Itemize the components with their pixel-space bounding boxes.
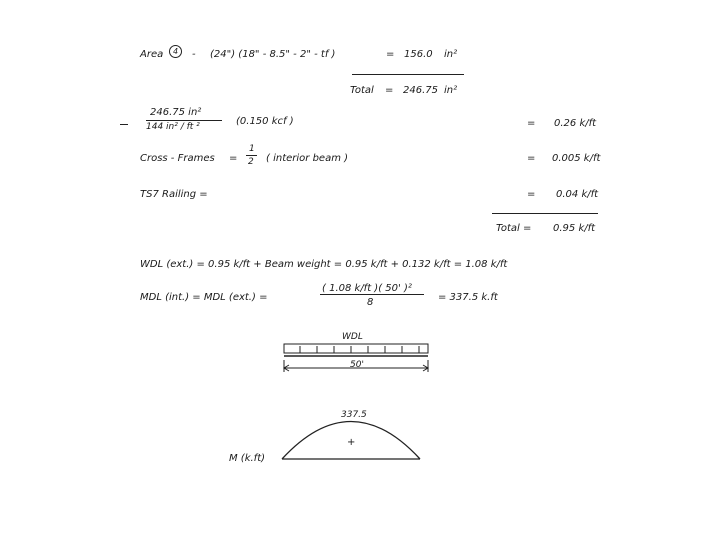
area-value: 156.0 bbox=[404, 49, 433, 60]
wdl-equation: WDL (ext.) = 0.95 k/ft + Beam weight = 0.95 k/ft + 0.132 k/ft = 1.08 k/ft bbox=[140, 259, 508, 270]
area-unit: in² bbox=[444, 49, 458, 60]
distributed-load-block bbox=[284, 344, 428, 353]
cross-frames-label: Cross - Frames bbox=[140, 153, 215, 164]
area-total-label: Total bbox=[350, 85, 374, 96]
area-expression: (24") (18" - 8.5" - 2" - tf ) bbox=[210, 49, 336, 60]
area-total-unit: in² bbox=[444, 85, 458, 96]
item-number-circle: 4 bbox=[169, 45, 182, 58]
cross-frames-den: 2 bbox=[248, 157, 254, 167]
mdl-lhs: MDL (int.) = MDL (ext.) = bbox=[140, 292, 268, 303]
weight-value: 0.26 k/ft bbox=[554, 118, 597, 129]
span-label: 50' bbox=[350, 360, 364, 370]
railing-eq: = bbox=[527, 189, 536, 200]
area-total-eq: = bbox=[385, 85, 394, 96]
moment-axis-label: M (k.ft) bbox=[229, 453, 266, 464]
mdl-result: = 337.5 k.ft bbox=[438, 292, 498, 303]
weight-numerator: 246.75 in² bbox=[150, 107, 202, 118]
cross-frames-eq1: = bbox=[229, 153, 238, 164]
concrete-density: (0.150 kcf ) bbox=[236, 116, 294, 127]
load-label: WDL bbox=[342, 332, 363, 342]
mdl-denominator: 8 bbox=[367, 297, 374, 308]
cross-frames-num: 1 bbox=[249, 144, 255, 154]
weight-denominator: 144 in² / ft ² bbox=[146, 122, 200, 132]
dl-total-label: Total = bbox=[496, 223, 532, 234]
railing-value: 0.04 k/ft bbox=[556, 189, 599, 200]
mdl-numerator: ( 1.08 k/ft )( 50' )² bbox=[322, 283, 412, 294]
moment-peak-label: 337.5 bbox=[341, 410, 367, 420]
area-total-value: 246.75 bbox=[403, 85, 438, 96]
area-dash: - bbox=[192, 49, 196, 60]
cross-frames-note: ( interior beam ) bbox=[266, 153, 349, 164]
area-eq: = bbox=[386, 49, 395, 60]
cross-frames-eq: = bbox=[527, 153, 536, 164]
weight-eq: = bbox=[527, 118, 536, 129]
dl-total-value: 0.95 k/ft bbox=[553, 223, 596, 234]
cross-frames-value: 0.005 k/ft bbox=[552, 153, 601, 164]
railing-label: TS7 Railing = bbox=[140, 189, 208, 200]
moment-sign: + bbox=[347, 437, 356, 448]
area-label: Area bbox=[140, 49, 164, 60]
